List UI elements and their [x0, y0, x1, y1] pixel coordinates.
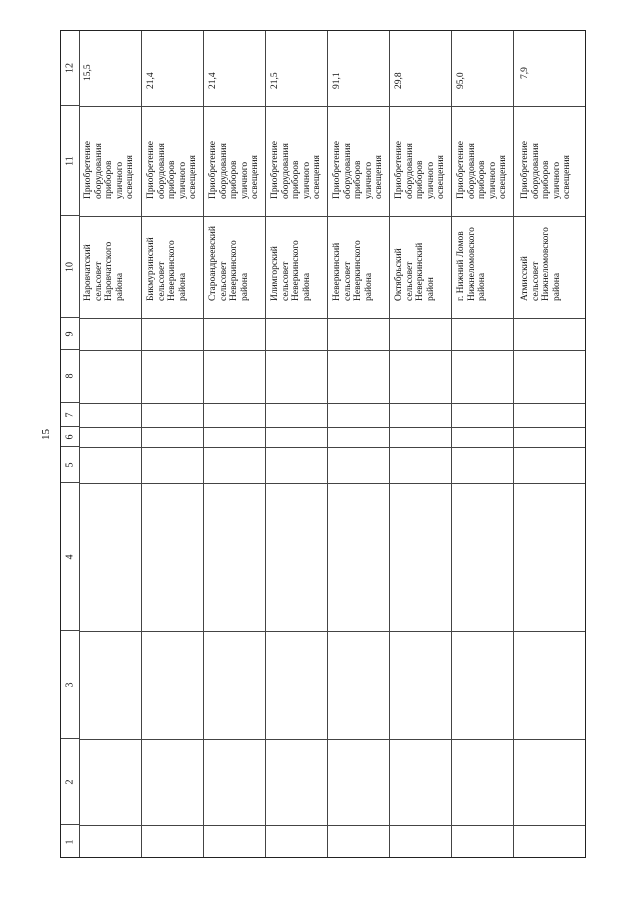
- table-row: [451, 31, 514, 857]
- cell-purpose: Приобретение оборудования приборов уличного освещения: [332, 141, 384, 199]
- table-row: [513, 31, 586, 857]
- header-cell-11: 11: [61, 106, 79, 216]
- cell-amount: 21,4: [146, 72, 156, 89]
- table-row: [79, 31, 141, 857]
- header-cell-12: 12: [61, 31, 79, 106]
- separator-line: [79, 739, 585, 740]
- cell-recipient: Бикмурзинский сельсовет Неверкинского района: [146, 237, 188, 301]
- cell-recipient: Илимгорский сельсовет Неверкинского района: [270, 240, 312, 301]
- header-cell-6: 6: [61, 427, 79, 447]
- cell-purpose: Приобретение оборудования приборов уличного освещения: [208, 141, 260, 199]
- table-row: [203, 31, 266, 857]
- header-cell-10: 10: [61, 216, 79, 318]
- header-cell-7: 7: [61, 403, 79, 427]
- cell-amount: 21,5: [270, 72, 280, 89]
- table-row: [141, 31, 204, 857]
- cell-amount: 7,9: [520, 67, 530, 79]
- cell-purpose: Приобретение оборудования приборов уличного освещения: [83, 141, 135, 199]
- table-row: [327, 31, 390, 857]
- separator-line: [79, 216, 585, 217]
- cell-amount: 91,1: [332, 72, 342, 89]
- cell-amount: 29,8: [394, 72, 404, 89]
- cell-recipient: Неверкинский сельсовет Неверкинского района: [332, 240, 374, 301]
- cell-amount: 95,0: [456, 72, 466, 89]
- separator-line: [79, 350, 585, 351]
- page-number: 15: [40, 429, 52, 440]
- table-row: [265, 31, 328, 857]
- cell-recipient: Староандреевский сельсовет Неверкинского района: [208, 226, 250, 301]
- cell-purpose: Приобретение оборудования приборов уличного освещения: [146, 141, 198, 199]
- header-cell-1: 1: [64, 839, 76, 845]
- cell-recipient: Октябрьский сельсовет Неверкинский район: [394, 242, 436, 301]
- header-cell-3: 3: [61, 631, 79, 739]
- separator-line: [79, 631, 585, 632]
- header-cell-5: 5: [61, 447, 79, 483]
- separator-line: [79, 825, 585, 826]
- header-cell-4: 4: [61, 483, 79, 631]
- data-table: [60, 30, 586, 858]
- cell-amount: 21,4: [208, 72, 218, 89]
- cell-purpose: Приобретение оборудования приборов уличного освещения: [270, 141, 322, 199]
- cell-purpose: Приобретение оборудования приборов уличного освещения: [520, 141, 572, 199]
- separator-line: [79, 318, 585, 319]
- separator-line: [79, 106, 585, 107]
- cell-recipient: г. Нижний Ломов Нижнеломовского района: [456, 227, 487, 301]
- header-column: [61, 31, 80, 857]
- header-cell-9: 9: [61, 318, 79, 350]
- header-cell-2: 2: [61, 739, 79, 825]
- cell-amount: 15,5: [83, 64, 93, 81]
- header-cell-8: 8: [61, 350, 79, 403]
- separator-line: [79, 427, 585, 428]
- separator-line: [79, 403, 585, 404]
- cell-purpose: Приобретение оборудования приборов уличного освещения: [456, 141, 508, 199]
- separator-line: [79, 447, 585, 448]
- table-row: [389, 31, 452, 857]
- separator-line: [79, 483, 585, 484]
- cell-recipient: Наровчатский сельсовет Наровчатского района: [83, 241, 125, 301]
- cell-recipient: Атмисский сельсовет Нижнеломовского района: [520, 227, 562, 301]
- cell-purpose: Приобретение оборудования приборов уличного освещения: [394, 141, 446, 199]
